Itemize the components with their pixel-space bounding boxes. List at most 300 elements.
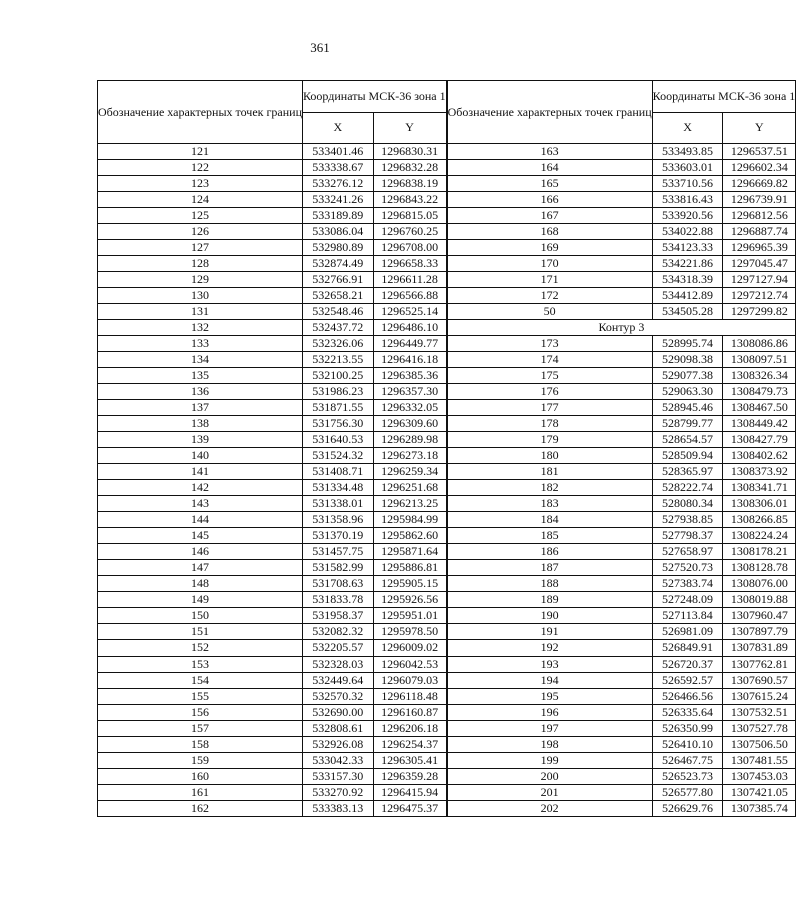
point-number-cell: 128 <box>98 256 303 272</box>
y-coordinate-cell: 1308467.50 <box>723 400 796 416</box>
x-coordinate-cell: 528945.46 <box>652 400 723 416</box>
y-header: Y <box>723 112 796 144</box>
table-row <box>98 304 447 320</box>
point-number-cell: 165 <box>447 176 652 192</box>
point-number-cell: 186 <box>447 544 652 560</box>
table-row <box>447 416 796 432</box>
x-coordinate-cell: 534221.86 <box>652 256 723 272</box>
table-row <box>98 320 447 336</box>
point-number-cell: 156 <box>98 704 303 720</box>
table-row <box>98 208 447 224</box>
x-coordinate-cell: 531958.37 <box>303 608 374 624</box>
point-number-cell: 151 <box>98 624 303 640</box>
table-row <box>447 288 796 304</box>
point-number-cell: 130 <box>98 288 303 304</box>
y-coordinate-cell: 1296887.74 <box>723 224 796 240</box>
point-number-cell: 193 <box>447 656 652 672</box>
x-coordinate-cell: 527658.97 <box>652 544 723 560</box>
x-coordinate-cell: 526981.09 <box>652 624 723 640</box>
point-number-cell: 139 <box>98 432 303 448</box>
y-coordinate-cell: 1296832.28 <box>373 160 446 176</box>
point-number-cell: 176 <box>447 384 652 400</box>
point-number-cell: 155 <box>98 688 303 704</box>
x-coordinate-cell: 533338.67 <box>303 160 374 176</box>
point-number-cell: 201 <box>447 784 652 800</box>
point-number-cell: 164 <box>447 160 652 176</box>
y-coordinate-cell: 1297045.47 <box>723 256 796 272</box>
table-row <box>447 672 796 688</box>
point-number-cell: 147 <box>98 560 303 576</box>
x-coordinate-cell: 534505.28 <box>652 304 723 320</box>
point-number-cell: 134 <box>98 352 303 368</box>
point-number-cell: 194 <box>447 672 652 688</box>
x-coordinate-cell: 532328.03 <box>303 656 374 672</box>
table-row <box>447 800 796 816</box>
x-coordinate-cell: 532548.46 <box>303 304 374 320</box>
table-row <box>447 560 796 576</box>
x-coordinate-cell: 529098.38 <box>652 352 723 368</box>
y-coordinate-cell: 1296838.19 <box>373 176 446 192</box>
table-row <box>447 464 796 480</box>
x-coordinate-cell: 526849.91 <box>652 640 723 656</box>
x-coordinate-cell: 533042.33 <box>303 752 374 768</box>
x-coordinate-cell: 534123.33 <box>652 240 723 256</box>
point-number-cell: 198 <box>447 736 652 752</box>
y-coordinate-cell: 1308086.86 <box>723 336 796 352</box>
table-row <box>447 320 796 336</box>
table-row <box>447 192 796 208</box>
point-number-cell: 161 <box>98 784 303 800</box>
table-row <box>98 464 447 480</box>
table-row <box>447 720 796 736</box>
point-number-cell: 138 <box>98 416 303 432</box>
x-coordinate-cell: 532690.00 <box>303 704 374 720</box>
point-number-cell: 196 <box>447 704 652 720</box>
y-coordinate-cell: 1295984.99 <box>373 512 446 528</box>
table-row <box>447 640 796 656</box>
x-coordinate-cell: 526629.76 <box>652 800 723 816</box>
table-row <box>447 240 796 256</box>
point-number-cell: 178 <box>447 416 652 432</box>
x-coordinate-cell: 531408.71 <box>303 464 374 480</box>
table-row <box>98 352 447 368</box>
y-coordinate-cell: 1295951.01 <box>373 608 446 624</box>
table-row <box>447 160 796 176</box>
y-coordinate-cell: 1308178.21 <box>723 544 796 560</box>
y-coordinate-cell: 1296760.25 <box>373 224 446 240</box>
y-coordinate-cell: 1308128.78 <box>723 560 796 576</box>
y-coordinate-cell: 1296259.34 <box>373 464 446 480</box>
table-row <box>98 608 447 624</box>
x-coordinate-cell: 526720.37 <box>652 656 723 672</box>
table-row <box>98 400 447 416</box>
x-coordinate-cell: 532980.89 <box>303 240 374 256</box>
table-row <box>98 512 447 528</box>
y-coordinate-cell: 1296273.18 <box>373 448 446 464</box>
y-coordinate-cell: 1308449.42 <box>723 416 796 432</box>
x-coordinate-cell: 533816.43 <box>652 192 723 208</box>
point-number-cell: 50 <box>447 304 652 320</box>
y-coordinate-cell: 1296416.18 <box>373 352 446 368</box>
y-coordinate-cell: 1296289.98 <box>373 432 446 448</box>
table-row <box>98 688 447 704</box>
y-coordinate-cell: 1296611.28 <box>373 272 446 288</box>
point-number-cell: 162 <box>98 800 303 816</box>
x-coordinate-cell: 526335.64 <box>652 704 723 720</box>
table-row <box>447 448 796 464</box>
y-coordinate-cell: 1308266.85 <box>723 512 796 528</box>
table-row <box>98 448 447 464</box>
table-row <box>447 368 796 384</box>
point-number-cell: 190 <box>447 608 652 624</box>
y-coordinate-cell: 1296658.33 <box>373 256 446 272</box>
x-coordinate-cell: 533493.85 <box>652 144 723 160</box>
y-coordinate-cell: 1307831.89 <box>723 640 796 656</box>
y-coordinate-cell: 1295926.56 <box>373 592 446 608</box>
table-row <box>98 144 447 160</box>
point-number-cell: 146 <box>98 544 303 560</box>
x-coordinate-cell: 527798.37 <box>652 528 723 544</box>
y-coordinate-cell: 1307762.81 <box>723 656 796 672</box>
table-row <box>98 336 447 352</box>
x-coordinate-cell: 531582.99 <box>303 560 374 576</box>
table-row <box>447 176 796 192</box>
x-coordinate-cell: 526467.75 <box>652 752 723 768</box>
x-coordinate-cell: 528080.34 <box>652 496 723 512</box>
x-coordinate-cell: 531457.75 <box>303 544 374 560</box>
y-coordinate-cell: 1296305.41 <box>373 752 446 768</box>
table-row <box>98 576 447 592</box>
x-coordinate-cell: 528222.74 <box>652 480 723 496</box>
table-row <box>447 144 796 160</box>
table-row <box>98 640 447 656</box>
table-row <box>447 304 796 320</box>
point-number-cell: 137 <box>98 400 303 416</box>
x-coordinate-cell: 528509.94 <box>652 448 723 464</box>
y-coordinate-cell: 1307960.47 <box>723 608 796 624</box>
y-coordinate-cell: 1296830.31 <box>373 144 446 160</box>
table-row <box>98 256 447 272</box>
table-row <box>98 656 447 672</box>
y-coordinate-cell: 1295862.60 <box>373 528 446 544</box>
point-number-cell: 192 <box>447 640 652 656</box>
table-row <box>98 368 447 384</box>
point-number-cell: 200 <box>447 768 652 784</box>
y-coordinate-cell: 1308326.34 <box>723 368 796 384</box>
y-coordinate-cell: 1308373.92 <box>723 464 796 480</box>
y-coordinate-cell: 1308097.51 <box>723 352 796 368</box>
table-row <box>447 752 796 768</box>
x-coordinate-cell: 533241.26 <box>303 192 374 208</box>
x-coordinate-cell: 528995.74 <box>652 336 723 352</box>
table-row <box>98 416 447 432</box>
y-coordinate-cell: 1307897.79 <box>723 624 796 640</box>
table-row <box>447 496 796 512</box>
table-row <box>447 336 796 352</box>
page-number: 361 <box>310 40 330 55</box>
table-row <box>447 544 796 560</box>
y-coordinate-cell: 1307615.24 <box>723 688 796 704</box>
y-coordinate-cell: 1296357.30 <box>373 384 446 400</box>
point-number-cell: 170 <box>447 256 652 272</box>
table-row <box>98 752 447 768</box>
table-row <box>98 736 447 752</box>
point-number-cell: 125 <box>98 208 303 224</box>
x-coordinate-cell: 533086.04 <box>303 224 374 240</box>
point-number-cell: 180 <box>447 448 652 464</box>
table-row <box>447 768 796 784</box>
table-row <box>98 704 447 720</box>
coords-header: Координаты МСК-36 зона 1 <box>303 81 447 113</box>
x-coordinate-cell: 531338.01 <box>303 496 374 512</box>
y-coordinate-cell: 1296206.18 <box>373 720 446 736</box>
x-coordinate-cell: 531370.19 <box>303 528 374 544</box>
point-number-cell: 153 <box>98 656 303 672</box>
table-row <box>98 224 447 240</box>
y-coordinate-cell: 1296537.51 <box>723 144 796 160</box>
y-coordinate-cell: 1308427.79 <box>723 432 796 448</box>
point-number-cell: 182 <box>447 480 652 496</box>
point-number-cell: 160 <box>98 768 303 784</box>
table-row <box>98 272 447 288</box>
table-row <box>98 800 447 816</box>
x-coordinate-cell: 533157.30 <box>303 768 374 784</box>
table-row <box>98 240 447 256</box>
y-coordinate-cell: 1296739.91 <box>723 192 796 208</box>
y-coordinate-cell: 1307690.57 <box>723 672 796 688</box>
x-coordinate-cell: 534412.89 <box>652 288 723 304</box>
x-coordinate-cell: 532100.25 <box>303 368 374 384</box>
point-number-cell: 168 <box>447 224 652 240</box>
x-coordinate-cell: 532808.61 <box>303 720 374 736</box>
point-number-cell: 127 <box>98 240 303 256</box>
x-coordinate-cell: 534022.88 <box>652 224 723 240</box>
point-number-cell: 141 <box>98 464 303 480</box>
point-number-cell: 144 <box>98 512 303 528</box>
x-coordinate-cell: 531871.55 <box>303 400 374 416</box>
point-number-cell: 131 <box>98 304 303 320</box>
x-coordinate-cell: 532326.06 <box>303 336 374 352</box>
point-number-cell: 169 <box>447 240 652 256</box>
x-coordinate-cell: 531986.23 <box>303 384 374 400</box>
table-row <box>447 592 796 608</box>
point-number-cell: 171 <box>447 272 652 288</box>
left-table-body <box>98 144 447 817</box>
x-coordinate-cell: 528654.57 <box>652 432 723 448</box>
y-coordinate-cell: 1296965.39 <box>723 240 796 256</box>
table-row <box>447 656 796 672</box>
y-coordinate-cell: 1307421.05 <box>723 784 796 800</box>
y-coordinate-cell: 1296118.48 <box>373 688 446 704</box>
table-row <box>447 352 796 368</box>
point-number-cell: 199 <box>447 752 652 768</box>
x-coordinate-cell: 533276.12 <box>303 176 374 192</box>
right-coordinates-table <box>447 80 796 817</box>
y-coordinate-cell: 1308076.00 <box>723 576 796 592</box>
table-row <box>98 384 447 400</box>
x-coordinate-cell: 528799.77 <box>652 416 723 432</box>
point-number-cell: 175 <box>447 368 652 384</box>
table-row <box>447 576 796 592</box>
x-coordinate-cell: 532082.32 <box>303 624 374 640</box>
y-coordinate-cell: 1296385.36 <box>373 368 446 384</box>
point-number-cell: 179 <box>447 432 652 448</box>
point-number-cell: 142 <box>98 480 303 496</box>
point-number-cell: 132 <box>98 320 303 336</box>
contour-label: Контур 3 <box>447 320 796 336</box>
x-coordinate-cell: 527938.85 <box>652 512 723 528</box>
point-number-cell: 167 <box>447 208 652 224</box>
x-coordinate-cell: 528365.97 <box>652 464 723 480</box>
x-coordinate-cell: 533189.89 <box>303 208 374 224</box>
point-number-cell: 189 <box>447 592 652 608</box>
right-table-body <box>447 144 796 817</box>
point-number-cell: 158 <box>98 736 303 752</box>
y-coordinate-cell: 1307453.03 <box>723 768 796 784</box>
x-coordinate-cell: 531358.96 <box>303 512 374 528</box>
x-coordinate-cell: 532449.64 <box>303 672 374 688</box>
point-number-cell: 121 <box>98 144 303 160</box>
x-coordinate-cell: 533401.46 <box>303 144 374 160</box>
y-coordinate-cell: 1295886.81 <box>373 560 446 576</box>
x-coordinate-cell: 526577.80 <box>652 784 723 800</box>
x-coordinate-cell: 533710.56 <box>652 176 723 192</box>
x-coordinate-cell: 532213.55 <box>303 352 374 368</box>
x-coordinate-cell: 526350.99 <box>652 720 723 736</box>
y-coordinate-cell: 1296475.37 <box>373 800 446 816</box>
x-coordinate-cell: 534318.39 <box>652 272 723 288</box>
x-coordinate-cell: 531640.53 <box>303 432 374 448</box>
point-number-cell: 159 <box>98 752 303 768</box>
table-row <box>98 624 447 640</box>
table-row <box>98 592 447 608</box>
x-coordinate-cell: 529077.38 <box>652 368 723 384</box>
coordinates-tables <box>97 80 796 816</box>
point-number-cell: 173 <box>447 336 652 352</box>
point-number-cell: 202 <box>447 800 652 816</box>
y-coordinate-cell: 1308479.73 <box>723 384 796 400</box>
x-coordinate-cell: 531524.32 <box>303 448 374 464</box>
y-coordinate-cell: 1308341.71 <box>723 480 796 496</box>
y-coordinate-cell: 1307527.78 <box>723 720 796 736</box>
table-row <box>447 256 796 272</box>
table-row <box>98 432 447 448</box>
table-row <box>98 528 447 544</box>
y-header: Y <box>373 112 446 144</box>
point-number-cell: 181 <box>447 464 652 480</box>
table-row <box>447 432 796 448</box>
table-row <box>98 480 447 496</box>
x-coordinate-cell: 532205.57 <box>303 640 374 656</box>
y-coordinate-cell: 1295978.50 <box>373 624 446 640</box>
point-number-cell: 136 <box>98 384 303 400</box>
y-coordinate-cell: 1296009.02 <box>373 640 446 656</box>
coords-header: Координаты МСК-36 зона 1 <box>652 81 796 113</box>
point-number-cell: 143 <box>98 496 303 512</box>
point-number-cell: 122 <box>98 160 303 176</box>
y-coordinate-cell: 1296309.60 <box>373 416 446 432</box>
point-number-cell: 135 <box>98 368 303 384</box>
point-number-cell: 148 <box>98 576 303 592</box>
table-row <box>447 224 796 240</box>
table-row <box>98 496 447 512</box>
x-coordinate-cell: 527383.74 <box>652 576 723 592</box>
y-coordinate-cell: 1296843.22 <box>373 192 446 208</box>
point-number-cell: 183 <box>447 496 652 512</box>
y-coordinate-cell: 1296486.10 <box>373 320 446 336</box>
table-row <box>98 544 447 560</box>
x-coordinate-cell: 533383.13 <box>303 800 374 816</box>
y-coordinate-cell: 1295905.15 <box>373 576 446 592</box>
y-coordinate-cell: 1296415.94 <box>373 784 446 800</box>
x-header: X <box>652 112 723 144</box>
point-number-cell: 184 <box>447 512 652 528</box>
table-row <box>98 784 447 800</box>
point-number-cell: 166 <box>447 192 652 208</box>
x-coordinate-cell: 526523.73 <box>652 768 723 784</box>
x-coordinate-cell: 533920.56 <box>652 208 723 224</box>
x-header: X <box>303 112 374 144</box>
point-number-cell: 195 <box>447 688 652 704</box>
y-coordinate-cell: 1296213.25 <box>373 496 446 512</box>
point-number-cell: 185 <box>447 528 652 544</box>
point-number-cell: 145 <box>98 528 303 544</box>
table-row <box>447 784 796 800</box>
x-coordinate-cell: 526466.56 <box>652 688 723 704</box>
table-row <box>447 512 796 528</box>
point-number-cell: 140 <box>98 448 303 464</box>
y-coordinate-cell: 1296602.34 <box>723 160 796 176</box>
point-number-cell: 154 <box>98 672 303 688</box>
point-number-cell: 157 <box>98 720 303 736</box>
y-coordinate-cell: 1296160.87 <box>373 704 446 720</box>
point-number-cell: 152 <box>98 640 303 656</box>
point-number-cell: 124 <box>98 192 303 208</box>
y-coordinate-cell: 1296525.14 <box>373 304 446 320</box>
y-coordinate-cell: 1296449.77 <box>373 336 446 352</box>
table-row <box>98 192 447 208</box>
y-coordinate-cell: 1307481.55 <box>723 752 796 768</box>
y-coordinate-cell: 1296812.56 <box>723 208 796 224</box>
table-row <box>447 480 796 496</box>
x-coordinate-cell: 531708.63 <box>303 576 374 592</box>
y-coordinate-cell: 1296815.05 <box>373 208 446 224</box>
x-coordinate-cell: 533603.01 <box>652 160 723 176</box>
table-row <box>447 272 796 288</box>
x-coordinate-cell: 527248.09 <box>652 592 723 608</box>
left-coordinates-table <box>97 80 447 817</box>
point-number-cell: 163 <box>447 144 652 160</box>
x-coordinate-cell: 532926.08 <box>303 736 374 752</box>
table-row <box>98 560 447 576</box>
x-coordinate-cell: 532766.91 <box>303 272 374 288</box>
point-number-cell: 126 <box>98 224 303 240</box>
table-row <box>447 208 796 224</box>
x-coordinate-cell: 531334.48 <box>303 480 374 496</box>
y-coordinate-cell: 1307385.74 <box>723 800 796 816</box>
point-number-cell: 187 <box>447 560 652 576</box>
point-label-header: Обозначение характерных точек границ <box>98 81 303 144</box>
x-coordinate-cell: 531756.30 <box>303 416 374 432</box>
point-number-cell: 177 <box>447 400 652 416</box>
y-coordinate-cell: 1297127.94 <box>723 272 796 288</box>
point-number-cell: 188 <box>447 576 652 592</box>
table-row <box>98 768 447 784</box>
y-coordinate-cell: 1308306.01 <box>723 496 796 512</box>
y-coordinate-cell: 1296359.28 <box>373 768 446 784</box>
table-row <box>447 624 796 640</box>
point-number-cell: 197 <box>447 720 652 736</box>
